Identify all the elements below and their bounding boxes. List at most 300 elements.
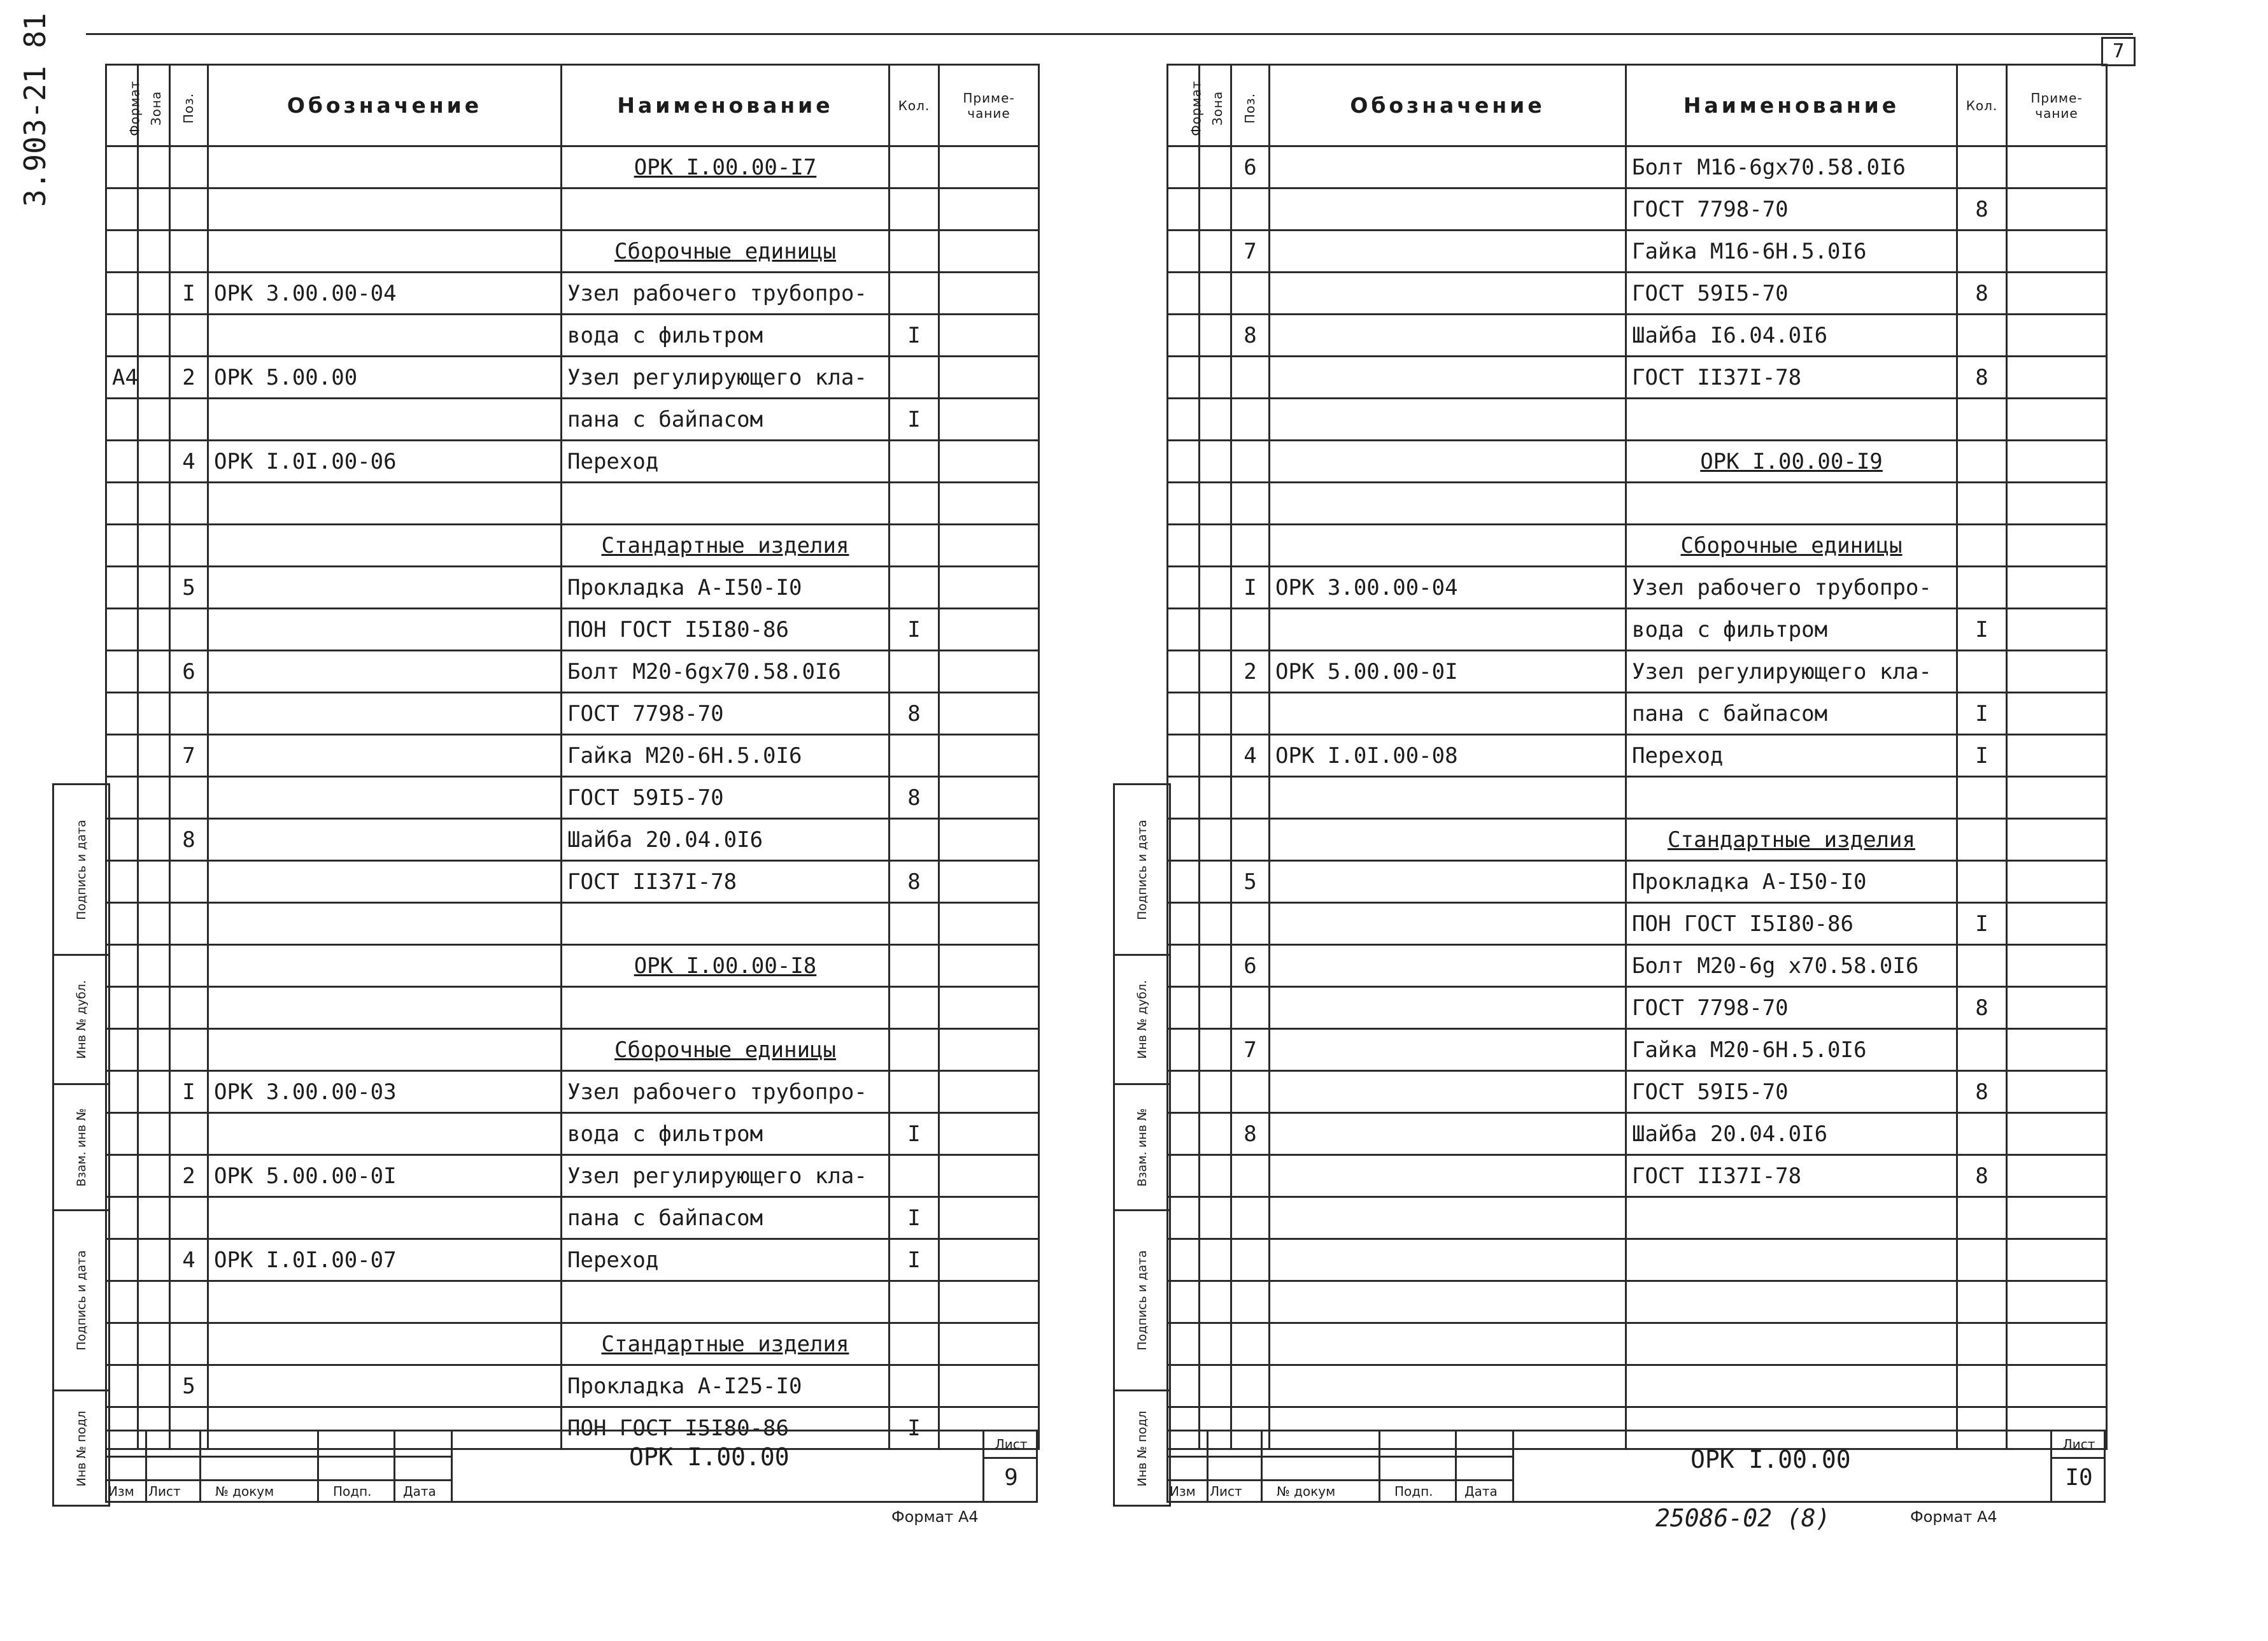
table-row [106, 1029, 1039, 1071]
cell-name: Переход [562, 441, 889, 483]
cell-name: Гайка М20-6Н.5.0I6 [562, 735, 889, 777]
cell-qty [1957, 315, 2007, 357]
cell-qty [1957, 1323, 2007, 1365]
cell-note [939, 1029, 1039, 1071]
cell-zone [1200, 861, 1231, 903]
cell-zone [1200, 903, 1231, 945]
cell-qty [889, 1155, 939, 1197]
cell-name: вода с фильтром [562, 1113, 889, 1155]
cell-pos: 6 [170, 651, 208, 693]
table-row [106, 273, 1039, 315]
cell-qty [1957, 146, 2007, 188]
cell-format [106, 1113, 138, 1155]
cell-pos: 2 [170, 1155, 208, 1197]
table-row [1168, 819, 2107, 861]
table-row [1168, 1239, 2107, 1281]
cell-designation [208, 1323, 562, 1365]
cell-format [106, 693, 138, 735]
table-row [106, 945, 1039, 987]
cell-qty: I [889, 1197, 939, 1239]
cell-note [939, 1323, 1039, 1365]
strip-label: Подпись и дата [1135, 819, 1149, 920]
cell-designation [208, 735, 562, 777]
cell-zone [1200, 1239, 1231, 1281]
cell-pos [1231, 693, 1270, 735]
cell-qty [889, 987, 939, 1029]
table-row [106, 567, 1039, 609]
cell-name: Болт М20-6g х70.58.0I6 [1626, 945, 1957, 987]
cell-format [1168, 819, 1200, 861]
cell-name: ОРК I.00.00-I9 [1626, 441, 1957, 483]
table-row [106, 441, 1039, 483]
cell-note [2007, 609, 2107, 651]
sheet-number-corner: 7 [2101, 37, 2136, 66]
cell-qty [889, 1071, 939, 1113]
cell-format [1168, 903, 1200, 945]
table-row [1168, 567, 2107, 609]
cell-zone [1200, 231, 1231, 273]
table-row [106, 819, 1039, 861]
cell-designation [208, 1113, 562, 1155]
cell-qty: I [1957, 735, 2007, 777]
cell-note [939, 1239, 1039, 1281]
cell-format [106, 735, 138, 777]
col-name-header: Наименование [562, 65, 889, 146]
cell-format [1168, 987, 1200, 1029]
cell-format [1168, 1155, 1200, 1197]
cell-designation: ОРК I.0I.00-08 [1270, 735, 1626, 777]
col-format-header: Формат [106, 65, 138, 146]
cell-designation: ОРК 3.00.00-04 [208, 273, 562, 315]
cell-designation [1270, 1113, 1626, 1155]
cell-format [106, 861, 138, 903]
cell-qty: 8 [1957, 1071, 2007, 1113]
cell-zone [1200, 1113, 1231, 1155]
cell-format [1168, 399, 1200, 441]
cell-name [1626, 1239, 1957, 1281]
table-row [106, 1365, 1039, 1407]
cell-qty [1957, 1365, 2007, 1407]
cell-note [939, 399, 1039, 441]
table-row [1168, 1365, 2107, 1407]
table-row [1168, 1071, 2107, 1113]
cell-note [939, 357, 1039, 399]
table-row [106, 188, 1039, 231]
table-row [106, 146, 1039, 188]
cell-qty: 8 [889, 693, 939, 735]
cell-name: ГОСТ II37I-78 [562, 861, 889, 903]
stamp-label: № докум [1277, 1484, 1336, 1499]
cell-designation [208, 315, 562, 357]
cell-pos [1231, 273, 1270, 315]
table-row [1168, 525, 2107, 567]
table-row [106, 525, 1039, 567]
cell-pos [1231, 1239, 1270, 1281]
cell-note [939, 315, 1039, 357]
cell-pos [170, 483, 208, 525]
cell-designation: ОРК 5.00.00 [208, 357, 562, 399]
cell-qty [889, 1323, 939, 1365]
cell-qty: 8 [889, 861, 939, 903]
cell-note [2007, 819, 2107, 861]
cell-note [939, 987, 1039, 1029]
cell-pos: I [170, 273, 208, 315]
cell-note [2007, 146, 2107, 188]
cell-designation [208, 693, 562, 735]
cell-zone [138, 525, 170, 567]
cell-pos [1231, 1281, 1270, 1323]
cell-zone [138, 735, 170, 777]
cell-qty: 8 [1957, 357, 2007, 399]
cell-designation [208, 146, 562, 188]
table-row [1168, 987, 2107, 1029]
table-row [1168, 1281, 2107, 1323]
cell-name: ОРК I.00.00-I7 [562, 146, 889, 188]
cell-format [1168, 273, 1200, 315]
cell-pos [1231, 777, 1270, 819]
cell-zone [1200, 1197, 1231, 1239]
cell-zone [1200, 146, 1231, 188]
cell-designation: ОРК 5.00.00-0I [1270, 651, 1626, 693]
cell-zone [138, 1155, 170, 1197]
cell-qty: I [1957, 609, 2007, 651]
table-row [1168, 735, 2107, 777]
cell-designation [1270, 819, 1626, 861]
cell-note [2007, 1113, 2107, 1155]
cell-qty [1957, 1281, 2007, 1323]
cell-note [939, 1155, 1039, 1197]
cell-format [1168, 1239, 1200, 1281]
cell-designation [1270, 1281, 1626, 1323]
cell-note [939, 483, 1039, 525]
cell-zone [1200, 567, 1231, 609]
table-row [1168, 861, 2107, 903]
table-row [1168, 357, 2107, 399]
cell-name: ГОСТ 59I5-70 [562, 777, 889, 819]
table-row [1168, 651, 2107, 693]
table-row [106, 315, 1039, 357]
spec-table-left [105, 64, 1040, 1450]
cell-pos: I [170, 1071, 208, 1113]
cell-pos: 8 [1231, 1113, 1270, 1155]
cell-note [939, 188, 1039, 231]
cell-name: Шайба 20.04.0I6 [562, 819, 889, 861]
cell-zone [1200, 1323, 1231, 1365]
cell-designation [208, 945, 562, 987]
cell-name: ОРК I.00.00-I8 [562, 945, 889, 987]
cell-format [1168, 231, 1200, 273]
cell-format [106, 651, 138, 693]
cell-zone [1200, 525, 1231, 567]
cell-format [106, 567, 138, 609]
cell-name [562, 1281, 889, 1323]
cell-name [562, 188, 889, 231]
cell-format [1168, 525, 1200, 567]
cell-qty: I [889, 1239, 939, 1281]
cell-designation [208, 903, 562, 945]
cell-pos: 5 [170, 567, 208, 609]
cell-designation [208, 1365, 562, 1407]
cell-format [106, 441, 138, 483]
cell-note [939, 861, 1039, 903]
cell-pos [170, 146, 208, 188]
cell-pos [170, 399, 208, 441]
cell-name: Узел регулирующего кла- [562, 357, 889, 399]
cell-format [1168, 1113, 1200, 1155]
cell-zone [138, 693, 170, 735]
cell-zone [1200, 483, 1231, 525]
cell-zone [1200, 315, 1231, 357]
cell-pos: I [1231, 567, 1270, 609]
cell-name: Узел рабочего трубопро- [1626, 567, 1957, 609]
cell-format [1168, 693, 1200, 735]
cell-qty: I [1957, 693, 2007, 735]
cell-pos [1231, 357, 1270, 399]
cell-note [2007, 651, 2107, 693]
cell-qty [1957, 1197, 2007, 1239]
cell-designation [1270, 525, 1626, 567]
strip-label: Инв № дубл. [74, 980, 89, 1059]
cell-note [939, 903, 1039, 945]
cell-pos [170, 861, 208, 903]
table-row [106, 399, 1039, 441]
cell-designation [208, 861, 562, 903]
cell-note [2007, 1365, 2107, 1407]
cell-qty [1957, 777, 2007, 819]
col-pos-header: Поз. [170, 65, 208, 146]
cell-zone [1200, 987, 1231, 1029]
cell-zone [138, 188, 170, 231]
table-row [106, 357, 1039, 399]
cell-designation [1270, 903, 1626, 945]
cell-format [1168, 861, 1200, 903]
cell-qty [889, 1281, 939, 1323]
sheet-number: 9 [1004, 1465, 1018, 1491]
cell-format [106, 1281, 138, 1323]
cell-qty [1957, 399, 2007, 441]
cell-pos: 5 [170, 1365, 208, 1407]
cell-name: Узел рабочего трубопро- [562, 273, 889, 315]
cell-pos [170, 1281, 208, 1323]
cell-designation [208, 525, 562, 567]
cell-pos: 6 [1231, 146, 1270, 188]
cell-note [939, 1071, 1039, 1113]
cell-qty [889, 567, 939, 609]
cell-note [2007, 1323, 2107, 1365]
cell-pos: 7 [170, 735, 208, 777]
cell-note [2007, 693, 2107, 735]
cell-qty [1957, 441, 2007, 483]
cell-qty: I [889, 1407, 939, 1449]
cell-format [1168, 1281, 1200, 1323]
cell-name: ГОСТ 59I5-70 [1626, 273, 1957, 315]
cell-name: Сборочные единицы [562, 231, 889, 273]
cell-pos: 4 [170, 1239, 208, 1281]
cell-designation [1270, 777, 1626, 819]
cell-zone [138, 441, 170, 483]
col-pos-header: Поз. [1231, 65, 1270, 146]
table-row [106, 735, 1039, 777]
cell-name: Болт М20-6gх70.58.0I6 [562, 651, 889, 693]
cell-designation [208, 231, 562, 273]
spec-table-right [1166, 64, 2108, 1450]
cell-format [1168, 357, 1200, 399]
cell-format: А4 [106, 357, 138, 399]
cell-note [939, 819, 1039, 861]
col-qty-header: Кол. [1957, 65, 2007, 146]
cell-zone [138, 651, 170, 693]
table-row [106, 1281, 1039, 1323]
cell-note [2007, 357, 2107, 399]
cell-name: Шайба I6.04.0I6 [1626, 315, 1957, 357]
stamp-label: № докум [215, 1484, 274, 1499]
cell-note [2007, 735, 2107, 777]
cell-qty [889, 1029, 939, 1071]
cell-pos [170, 1323, 208, 1365]
cell-name: Гайка М16-6Н.5.0I6 [1626, 231, 1957, 273]
cell-zone [138, 273, 170, 315]
table-row [1168, 231, 2107, 273]
cell-format [1168, 777, 1200, 819]
cell-format [106, 146, 138, 188]
sheet-label: Лист [2052, 1431, 2106, 1459]
cell-name [1626, 1365, 1957, 1407]
cell-note [2007, 903, 2107, 945]
cell-designation [1270, 1155, 1626, 1197]
cell-format [106, 1155, 138, 1197]
cell-pos [1231, 525, 1270, 567]
cell-qty [889, 903, 939, 945]
table-row [1168, 483, 2107, 525]
cell-designation [1270, 315, 1626, 357]
title-block-left [105, 1430, 1038, 1503]
cell-format [1168, 1365, 1200, 1407]
cell-pos [1231, 483, 1270, 525]
table-row [1168, 315, 2107, 357]
table-row [106, 861, 1039, 903]
table-row [106, 1239, 1039, 1281]
cell-pos: 7 [1231, 231, 1270, 273]
cell-note [2007, 315, 2107, 357]
cell-pos [1231, 1197, 1270, 1239]
table-row [1168, 1029, 2107, 1071]
cell-designation [1270, 1071, 1626, 1113]
cell-zone [138, 945, 170, 987]
cell-zone [138, 609, 170, 651]
cell-pos: 4 [1231, 735, 1270, 777]
cell-note [2007, 1029, 2107, 1071]
cell-qty [889, 945, 939, 987]
cell-designation [1270, 357, 1626, 399]
cell-note [939, 1113, 1039, 1155]
cell-note [2007, 1071, 2107, 1113]
strip-label: Инв № дубл. [1135, 980, 1149, 1059]
cell-qty [1957, 1029, 2007, 1071]
cell-name: ПОН ГОСТ I5I80-86 [1626, 903, 1957, 945]
cell-name: пана с байпасом [562, 399, 889, 441]
cell-name: вода с фильтром [1626, 609, 1957, 651]
stamp-document-code: ОРК I.00.00 [629, 1443, 790, 1471]
cell-designation [1270, 231, 1626, 273]
strip-label: Взам. инв № [1135, 1108, 1149, 1186]
cell-zone [138, 861, 170, 903]
cell-note [939, 735, 1039, 777]
cell-pos [170, 315, 208, 357]
cell-format [1168, 1029, 1200, 1071]
col-name-header: Наименование [1626, 65, 1957, 146]
cell-qty [889, 525, 939, 567]
cell-format [1168, 945, 1200, 987]
table-row [1168, 273, 2107, 315]
stamp-label: Дата [403, 1484, 436, 1499]
cell-note [2007, 987, 2107, 1029]
table-row [106, 231, 1039, 273]
cell-pos [1231, 1365, 1270, 1407]
cell-zone [1200, 1071, 1231, 1113]
cell-qty [889, 357, 939, 399]
cell-note [939, 567, 1039, 609]
cell-pos [1231, 1323, 1270, 1365]
col-qty-header: Кол. [889, 65, 939, 146]
cell-designation [208, 567, 562, 609]
cell-format [1168, 146, 1200, 188]
cell-name [1626, 1197, 1957, 1239]
cell-pos [170, 903, 208, 945]
cell-qty [889, 273, 939, 315]
cell-note [2007, 945, 2107, 987]
col-designation-header: Обозначение [1270, 65, 1626, 146]
cell-note [939, 273, 1039, 315]
table-row [1168, 693, 2107, 735]
stamp-label: Подп. [1394, 1484, 1433, 1499]
cell-pos [170, 945, 208, 987]
cell-designation [208, 819, 562, 861]
cell-qty [1957, 231, 2007, 273]
stamp-label: Изм [108, 1484, 134, 1499]
cell-designation [208, 1281, 562, 1323]
table-row [1168, 1113, 2107, 1155]
table-row [1168, 777, 2107, 819]
cell-qty [1957, 1239, 2007, 1281]
cell-qty [889, 819, 939, 861]
cell-note [939, 651, 1039, 693]
cell-pos [1231, 399, 1270, 441]
cell-note [939, 1197, 1039, 1239]
cell-designation [1270, 609, 1626, 651]
cell-qty [889, 1365, 939, 1407]
cell-name: пана с байпасом [562, 1197, 889, 1239]
cell-note [2007, 1281, 2107, 1323]
cell-designation [1270, 1197, 1626, 1239]
cell-zone [1200, 945, 1231, 987]
cell-designation [1270, 861, 1626, 903]
cell-designation [208, 1029, 562, 1071]
cell-format [1168, 1323, 1200, 1365]
table-row [1168, 188, 2107, 231]
table-row [1168, 1155, 2107, 1197]
cell-qty [889, 231, 939, 273]
cell-qty [1957, 525, 2007, 567]
cell-name: ГОСТ II37I-78 [1626, 357, 1957, 399]
cell-format [106, 777, 138, 819]
cell-designation [208, 1197, 562, 1239]
cell-name: Сборочные единицы [1626, 525, 1957, 567]
cell-name: Прокладка А-I50-I0 [1626, 861, 1957, 903]
cell-zone [138, 1323, 170, 1365]
cell-format [1168, 567, 1200, 609]
cell-pos [1231, 609, 1270, 651]
cell-name [1626, 1323, 1957, 1365]
